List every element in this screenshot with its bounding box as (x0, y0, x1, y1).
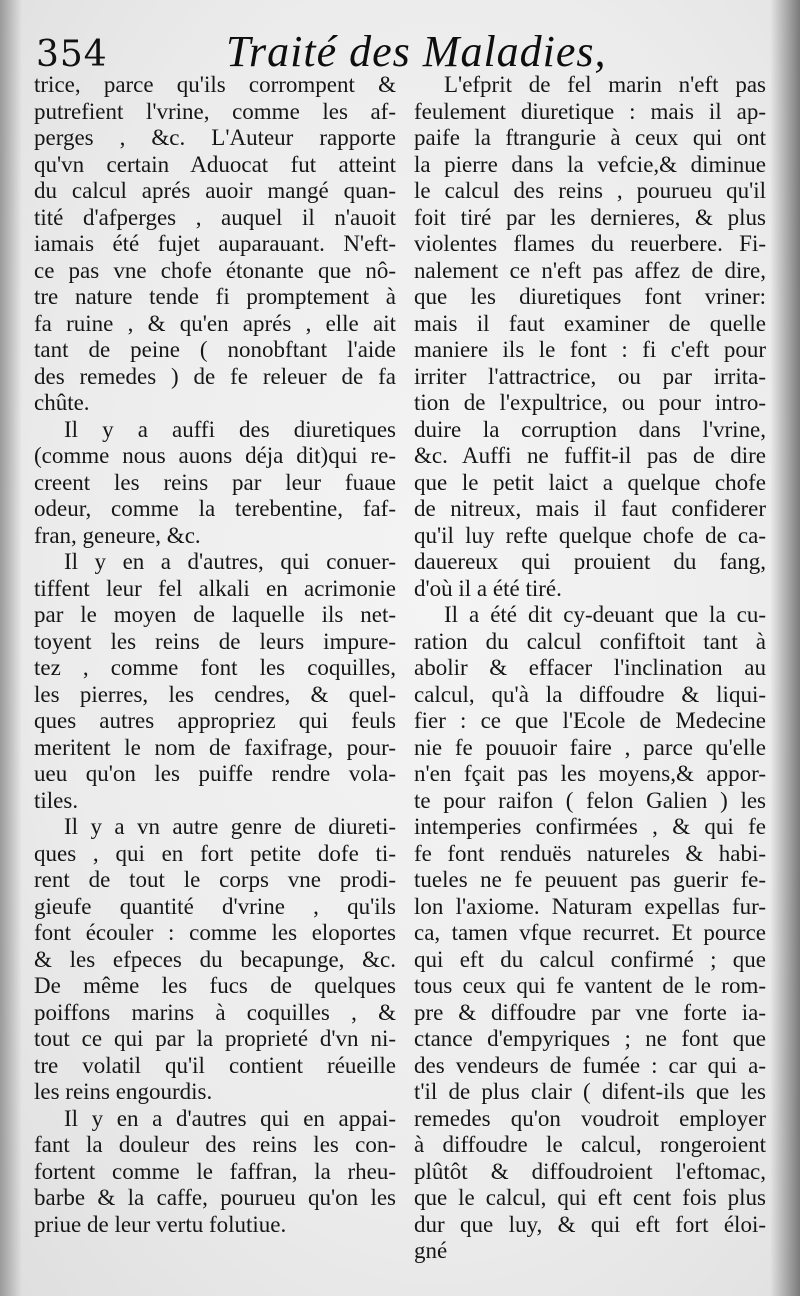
text-line: Il y a auffi des diuretiques (64, 416, 396, 442)
text-line: tre nature tende fi promptement à (34, 284, 396, 309)
text-line: tre volatil qu'il contient réueille (34, 1052, 396, 1078)
text-line: nalement ce n'eft pas affez de dire, (414, 257, 766, 283)
text-line: De même les fucs de quelques (34, 973, 396, 998)
text-line: gieufe quantité d'vrine , qu'ils (34, 893, 396, 919)
text-line: lon l'axiome. Naturam expellas fur- (414, 893, 766, 919)
text-line: pre & diffoudre par vne forte ia- (414, 999, 766, 1025)
running-title: Traité des Maladies, (226, 27, 607, 76)
text-line: que les diuretiques font vriner: (414, 284, 766, 309)
text-line: paife la ftrangurie à ceux qui ont (414, 125, 766, 150)
text-line: tité d'afperges , auquel il n'auoit (34, 204, 396, 230)
text-line: &c. Auffi ne fuffit-il pas de dire (414, 443, 766, 468)
text-line: tiles. (34, 787, 79, 813)
text-line: fier : ce que l'Ecole de Medecine (414, 708, 766, 733)
text-line: abolir & effacer l'inclination au (414, 655, 766, 680)
text-line: ueu qu'on les puiffe rendre vola- (34, 761, 396, 786)
text-line: de nitreux, mais il faut confiderer (414, 496, 766, 521)
text-line: & les efpeces du becapunge, &c. (34, 946, 396, 972)
text-line: chûte. (34, 390, 90, 415)
text-column-left (34, 72, 396, 1238)
text-line: n'en fçait pas les moyens,& appor- (414, 761, 766, 786)
text-line: poiffons marins à coquilles , & (34, 999, 396, 1025)
text-line: violentes flames du reuerbere. Fi- (414, 231, 766, 256)
text-line: odeur, comme la terebentine, faf- (34, 496, 396, 521)
text-line: t'il de plus clair ( difent-ils que les (414, 1079, 766, 1104)
text-line: maniere ils le font : fi c'eft pour (414, 337, 766, 362)
page-number: 354 (36, 34, 108, 75)
text-line: iamais été fujet auparauant. N'eft- (34, 231, 396, 256)
text-line: intemperies confirmées , & qui fe (414, 814, 766, 839)
text-line: toyent les reins de leurs impure- (34, 628, 396, 654)
text-line: duire la corruption dans l'vrine, (414, 416, 766, 442)
text-line: les reins engourdis. (34, 1079, 213, 1104)
text-line: priue de leur vertu folutiue. (34, 1211, 287, 1237)
text-line: tez , comme font les coquilles, (34, 655, 396, 680)
text-line: barbe & la caffe, pourueu qu'on les (34, 1185, 396, 1210)
text-line: fortent comme le faffran, la rheu- (34, 1158, 396, 1184)
text-line: dauereux qui prouient du fang, (414, 549, 766, 574)
text-line: que le calcul, qui eft cent fois plus (414, 1185, 766, 1210)
text-line: tant de peine ( nonobftant l'aide (34, 337, 396, 362)
text-line: les pierres, les cendres, & quel- (34, 681, 396, 707)
text-line: ctance d'empyriques ; ne font que (414, 1026, 766, 1051)
text-line: foit tiré par les dernieres, & plus (414, 204, 766, 230)
text-line: par le moyen de laquelle ils net- (34, 602, 396, 627)
text-line: Il y en a d'autres, qui conuer- (64, 549, 396, 574)
text-line: ques , qui en fort petite dofe ti- (34, 840, 396, 866)
text-line: du calcul aprés auoir mangé quan- (34, 178, 396, 203)
text-line: Il y a vn autre genre de diureti- (64, 814, 396, 839)
text-line: putrefient l'vrine, comme les af- (34, 98, 396, 124)
text-line: des vendeurs de fumée : car qui a- (414, 1052, 766, 1078)
text-line: remedes qu'on voudroit employer (414, 1105, 766, 1131)
text-line: ce pas vne chofe étonante que nô- (34, 257, 396, 283)
text-line: fant la douleur des reins les con- (34, 1132, 396, 1157)
text-line: L'efprit de fel marin n'eft pas (444, 72, 766, 97)
text-line: tout ce qui par la proprieté d'vn ni- (34, 1026, 396, 1051)
text-line: perges , &c. L'Auteur rapporte (34, 125, 396, 150)
text-line: tous ceux qui fe vantent de le rom- (414, 973, 766, 998)
text-line: font écouler : comme les eloportes (34, 920, 396, 945)
text-line: fe font renduës natureles & habi- (414, 840, 766, 866)
text-line: Il a été dit cy-deuant que la cu- (444, 602, 766, 627)
text-line: fran, geneure, &c. (34, 522, 201, 548)
text-line: qui eft du calcul confirmé ; que (414, 946, 766, 972)
text-line: dur que luy, & qui eft fort éloi- (414, 1211, 766, 1237)
text-line: d'où il a été tiré. (414, 575, 562, 601)
text-line: te pour raifon ( felon Galien ) les (414, 787, 766, 813)
text-line: tion de l'expultrice, ou pour intro- (414, 390, 766, 415)
text-line: tueles ne fe peuuent pas guerir fe- (414, 867, 766, 892)
text-line: trice, parce qu'ils corrompent & (34, 72, 396, 97)
text-line: nie fe pouuoir faire , parce qu'elle (414, 734, 766, 760)
text-line: creent les reins par leur fuaue (34, 469, 396, 495)
text-line: Il y en a d'autres qui en appai- (64, 1105, 396, 1131)
text-line: calcul, qu'à la diffoudre & liqui- (414, 681, 766, 707)
text-line: que le petit laict a quelque chofe (414, 469, 766, 495)
text-line: qu'il luy refte quelque chofe de ca- (414, 522, 766, 548)
text-line: irriter l'attractrice, ou par irrita- (414, 363, 766, 389)
text-line: gné (414, 1238, 448, 1263)
text-line: feulement diuretique : mais il ap- (414, 98, 766, 124)
text-line: ques autres appropriez qui feuls (34, 708, 396, 733)
text-line: plûtôt & diffoudroient l'eftomac, (414, 1158, 766, 1184)
text-column-right (414, 72, 766, 1265)
text-line: ration du calcul confiftoit tant à (414, 628, 766, 654)
text-line: ca, tamen vfque recurret. Et pource (414, 920, 766, 945)
text-line: (comme nous auons déja dit)qui re- (34, 443, 396, 468)
text-line: rent de tout le corps vne prodi- (34, 867, 396, 892)
text-line: meritent le nom de faxifrage, pour- (34, 734, 396, 760)
text-line: le calcul des reins , pourueu qu'il (414, 178, 766, 203)
text-line: la pierre dans la vefcie,& diminue (414, 151, 766, 177)
text-line: fa ruine , & qu'en aprés , elle ait (34, 310, 396, 336)
text-line: des remedes ) de fe releuer de fa (34, 363, 396, 389)
text-line: à diffoudre le calcul, rongeroient (414, 1132, 766, 1157)
text-line: qu'vn certain Aduocat fut atteint (34, 151, 396, 177)
text-line: tiffent leur fel alkali en acrimonie (34, 575, 396, 601)
text-line: mais il faut examiner de quelle (414, 310, 766, 336)
